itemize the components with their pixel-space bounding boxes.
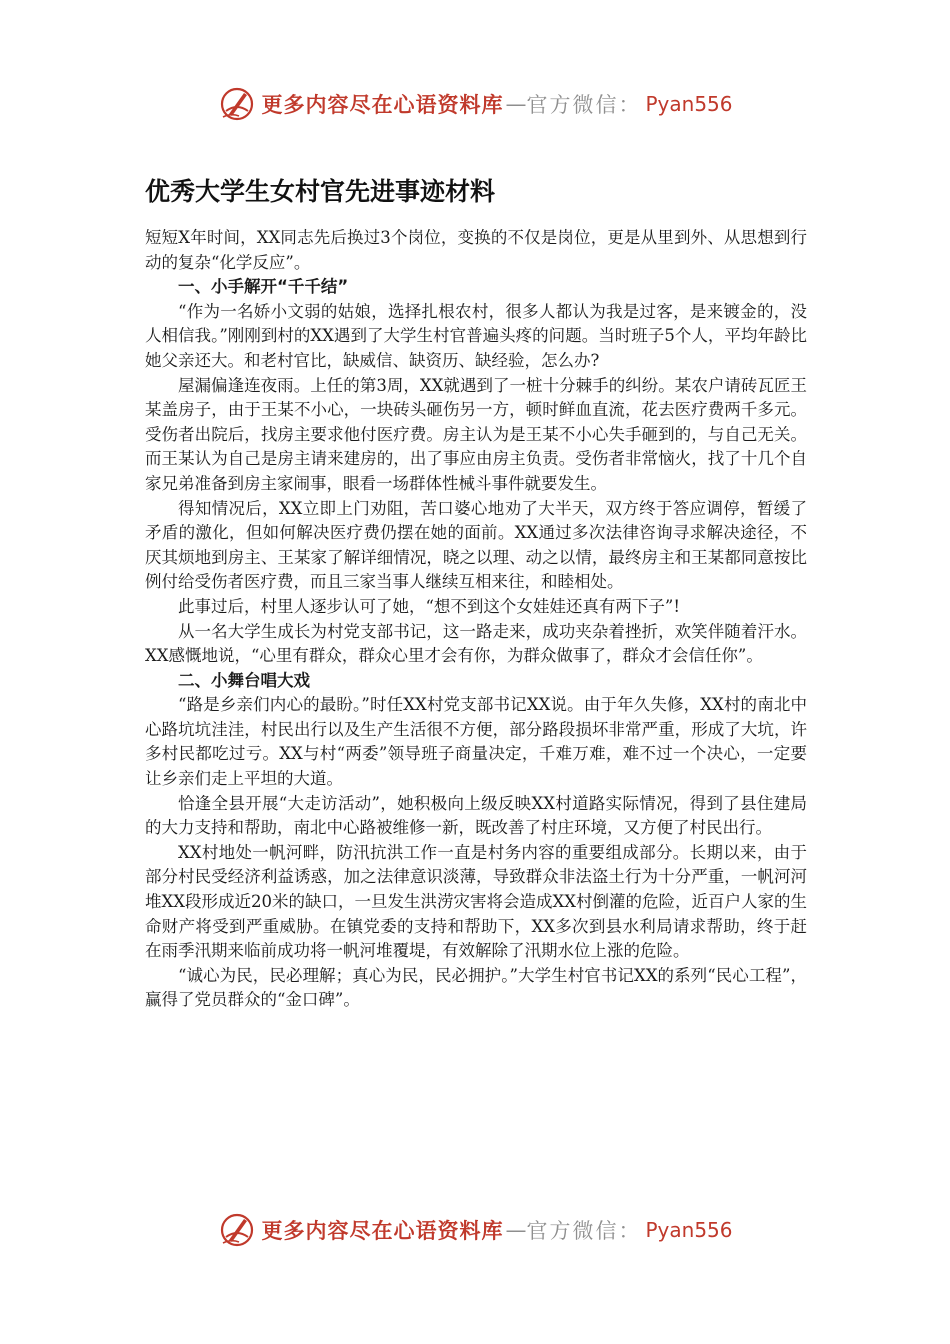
banner-wechat-id: Pyan556 (645, 92, 733, 116)
banner-separator: — (505, 1218, 527, 1242)
section-2-paragraph: 恰逢全县开展“大走访活动”，她积极向上级反映XX村道路实际情况，得到了县住建局的大力支持和帮助，南北中心路被维修一新，既改善了村庄环境，又方便了村民出行。 (145, 793, 807, 838)
document-body (145, 172, 807, 1013)
section-2-paragraph: “路是乡亲们内心的最盼。”时任XX村党支部书记XX说。由于年久失修，XX村的南北中心路坑坑洼洼，村民出行以及生产生活很不方便，部分路段损坏非常严重，形成了大坑，许多村民都吃过亏。XX与村“两委”领导班子商量决定，千难万难，难不过一个决心，一定要让乡亲们走上平坦的大道。 (145, 695, 807, 789)
section-2-heading: 二、小舞台唱大戏 (178, 670, 310, 690)
document-title: 优秀大学生女村官先进事迹材料 (145, 177, 496, 206)
section-1-paragraph: “作为一名娇小文弱的姑娘，选择扎根农村，很多人都认为我是过客，是来镀金的，没人相信我。”刚刚到村的XX遇到了大学生村官普遍头疼的问题。当时班子5个人，平均年龄比她父亲还大。和老村官比，缺威信、缺资历、缺经验，怎么办? (145, 301, 807, 370)
banner-wechat-label: 官方微信： (526, 1219, 642, 1243)
section-2-paragraph: XX村地处一帆河畔，防汛抗洪工作一直是村务内容的重要组成部分。长期以来，由于部分村民受经济利益诱惑，加之法律意识淡薄，导致群众非法盗土行为十分严重，一帆河河堆XX段形成近20米的缺口，一旦发生洪涝灾害将会造成XX村倒灌的危险，近百户人家的生命财产将受到严重威胁。在镇党委的支持和帮助下，XX多次到县水利局请求帮助，终于赶在雨季汛期来临前成功将一帆河堆覆堤，有效解除了汛期水位上涨的危险。 (145, 842, 807, 961)
section-1-paragraph: 屋漏偏逢连夜雨。上任的第3周，XX就遇到了一桩十分棘手的纠纷。某农户请砖瓦匠王某盖房子，由于王某不小心，一块砖头砸伤另一方，顿时鲜血直流，花去医疗费两千多元。受伤者出院后，找房主要求他付医疗费。房主认为是王某不小心失手砸到的，与自己无关。而王某认为自己是房主请来建房的，出了事应由房主负责。受伤者非常恼火，找了十几个自家兄弟准备到房主家闹事，眼看一场群体性械斗事件就要发生。 (145, 375, 807, 493)
pen-book-logo-icon (217, 1210, 257, 1250)
section-2-paragraph: “诚心为民，民必理解；真心为民，民必拥护。”大学生村官书记XX的系列“民心工程”，赢得了党员群众的“金口碑”。 (145, 965, 807, 1010)
section-1-paragraph: 从一名大学生成长为村党支部书记，这一路走来，成功夹杂着挫折，欢笑伴随着汗水。XX感慨地说，“心里有群众，群众心里才会有你，为群众做事了，群众才会信任你”。 (145, 621, 807, 666)
section-1-heading: 一、小手解开“千千结” (178, 277, 349, 297)
banner-separator: — (505, 92, 527, 116)
banner-slogan: 更多内容尽在心语资料库 (261, 1218, 504, 1243)
banner-wechat-id: Pyan556 (645, 1218, 733, 1242)
banner-slogan: 更多内容尽在心语资料库 (261, 92, 504, 117)
section-1-paragraph: 得知情况后，XX立即上门劝阻，苦口婆心地劝了大半天，双方终于答应调停，暂缓了矛盾的激化，但如何解决医疗费仍摆在她的面前。XX通过多次法律咨询寻求解决途径，不厌其烦地到房主、王某家了解详细情况，晓之以理、动之以情，最终房主和王某都同意按比例付给受伤者医疗费，而且三家当事人继续互相来往，和睦相处。 (145, 498, 807, 592)
banner-wechat-label: 官方微信： (526, 93, 642, 117)
footer-watermark-banner (0, 1210, 950, 1250)
intro-paragraph: 短短X年时间，XX同志先后换过3个岗位，变换的不仅是岗位，更是从里到外、从思想到行动的复杂“化学反应”。 (145, 228, 807, 272)
pen-book-logo-icon (217, 84, 257, 124)
section-1-paragraph: 此事过后，村里人逐步认可了她，“想不到这个女娃娃还真有两下子”! (178, 596, 681, 616)
header-watermark-banner (0, 84, 950, 124)
